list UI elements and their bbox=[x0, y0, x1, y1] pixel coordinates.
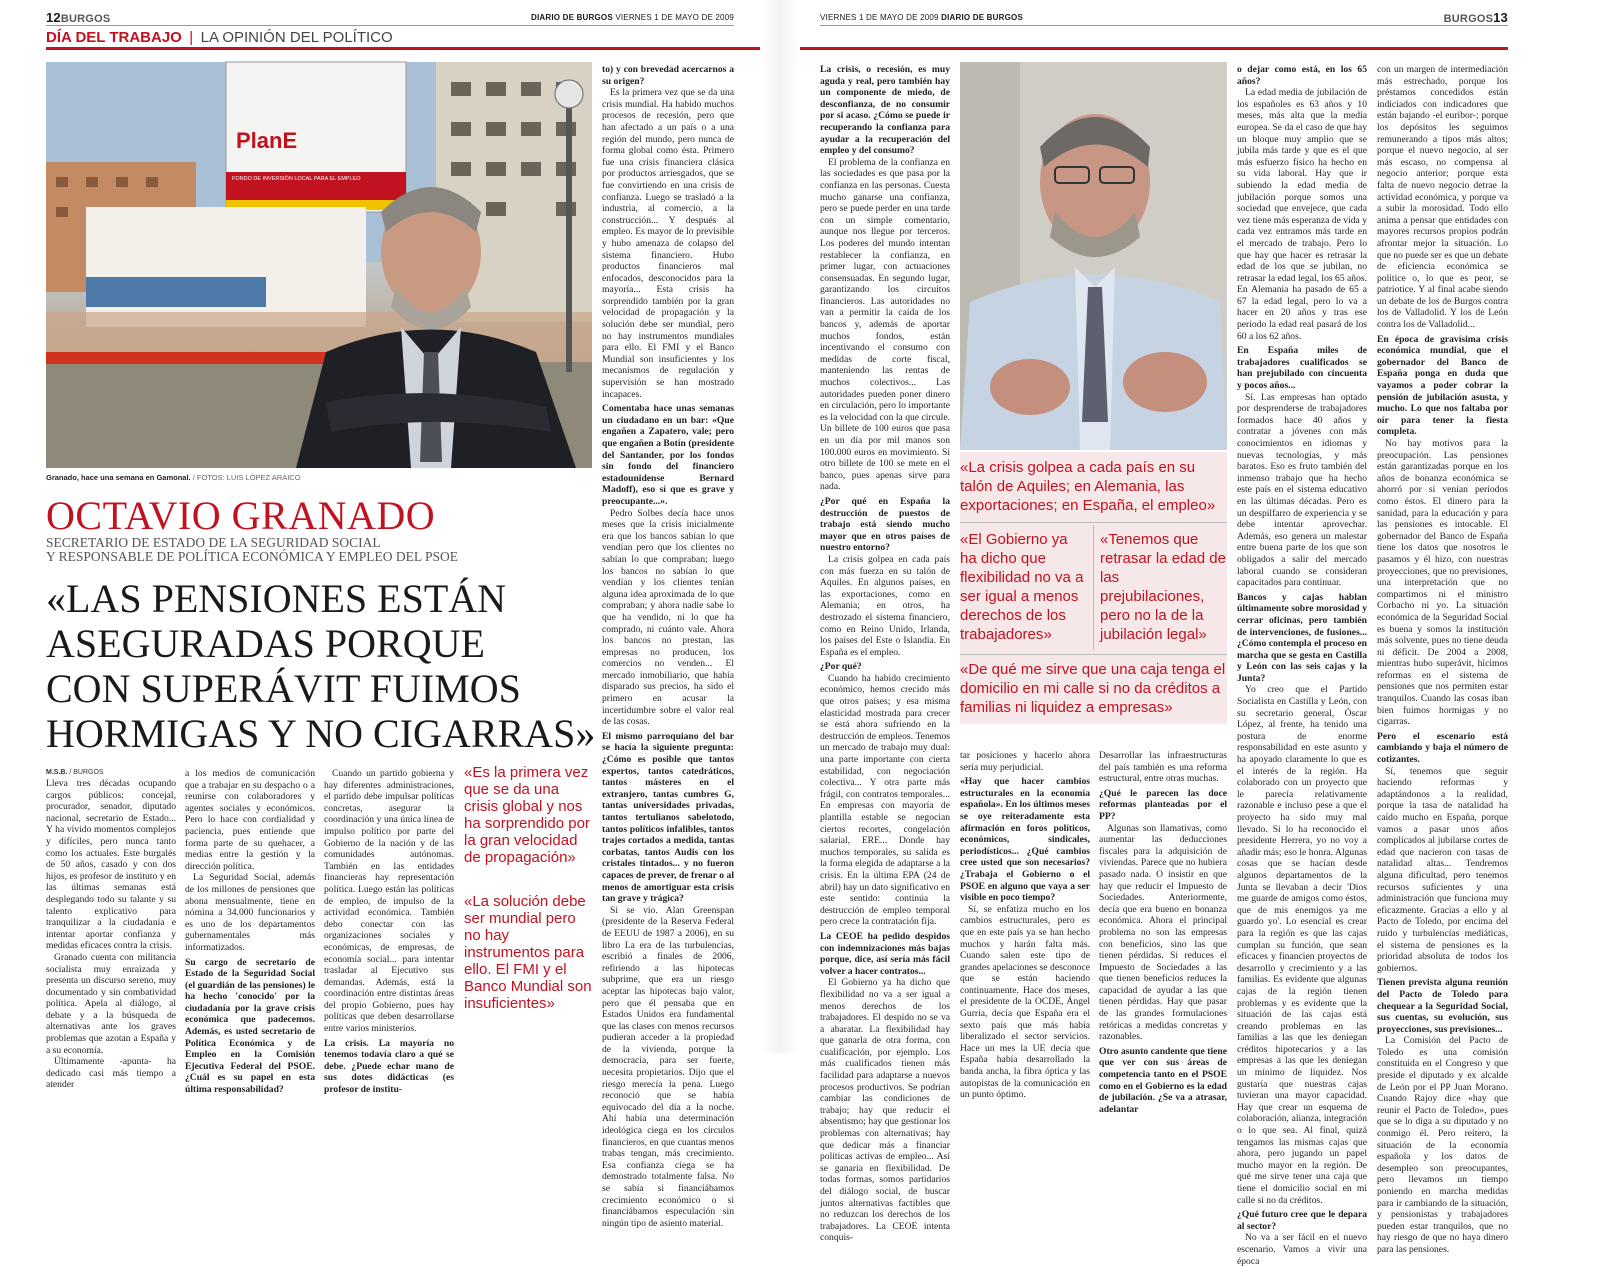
byline bbox=[46, 769, 104, 776]
date-right: VIERNES 1 DE MAYO DE 2009 bbox=[820, 13, 939, 22]
interview-question: La crisis. La mayoría no tenemos todavía claro a qué se debe. ¿Puede echar mano de sus dotes didácticas (es profesor de institu- bbox=[324, 1037, 454, 1096]
interview-question: Bancos y cajas hablan últimamente sobre morosidad y cerrar oficinas, pero también de intervenciones, de fusiones... ¿Cómo contempla el proceso en marcha que se gesta en Castilla y León con las seis cajas y la Junta? bbox=[1237, 591, 1367, 684]
article-paragraph: Granado cuenta con militancia socialista muy enraizada y presenta un discurso sereno, muy documentado y sin combatividad política. Apela al diálogo, al debate y a la búsqueda de alternativas ante los graves problemas que azotan a España y a su economía. bbox=[46, 951, 176, 1056]
interview-question: to) y con brevedad acercarnos a su origen? bbox=[602, 64, 734, 87]
billboard-brand: PlanE bbox=[236, 128, 298, 153]
article-paragraph: tar posiciones y hacerlo ahora sería muy perjudicial. bbox=[960, 750, 1090, 773]
interview-question: Su cargo de secretario de Estado de la Seguridad Social (el guardián de las pensiones) le ha hecho 'conocido' por la ciudadanía por la grave crisis económica que padecemos. Además, es usted secretario de Política Económica y de Empleo en la Comisión Ejecutiva Federal del PSOE. ¿Cuál es su papel en esta última responsabilidad? bbox=[185, 956, 315, 1096]
article-paragraph: Pedro Solbes decía hace unos meses que la crisis inicialmente era que los bancos sabían lo que vendían pero que los clientes no sabían lo que compraban; luego los bancos no sabían lo que vendían y los clientes tenían alguna idea aproximada de lo que compraban; y ahora nadie sabe lo que ha vendido, ni lo que ha comprado, ni cuánto vale. Ahora los bancos no prestan, las empresas no producen, los comercios no venden... El mercado inmobiliario, que había disparado sus precios, ha sido el primero en acusar la incertidumbre sobre el valor real de las cosas. bbox=[602, 507, 734, 728]
photo-credit: / FOTOS: LUIS LÓPEZ ARAICO bbox=[192, 473, 301, 482]
pull-quote-divider bbox=[960, 654, 1227, 655]
interview-question: ¿Por qué en España la destrucción de puestos de trabajo está siendo mucho mayor que en otros países de nuestro entorno? bbox=[820, 495, 950, 554]
pull-quote-left-1: «Es la primera vez que se da una crisis global y nos ha sorprendido por la gran velocidad de propagación» bbox=[464, 764, 590, 866]
article-paragraph: con un margen de intermediación más estrechado, porque los préstamos concedidos están indiciados con indicadores que están bajando -el euribor-; porque los depósitos les seguimos remunerando a tipos más altos; porque el nuevo negocio, al ser más escaso, no compensa al negocio anterior; porque esta falta de nuevo negocio detrae la actividad económica, y porque va a subir la morosidad. Todo ello anima a pensar que entidades con mayores recursos propios podrán afrontar mejor la situación. Lo que no puede ser es que un debate de eficiencia económica se politice o, lo que es peor, se patriotice. Y al final acabe siendo un debate de los de Burgos contra los de Valladolid. Y los de León contra los de Valladolid... bbox=[1377, 64, 1508, 331]
pull-quote-vertical-divider bbox=[1093, 525, 1094, 650]
article-paragraph: Sí, se enfatiza mucho en los cambios estructurales, pero es que en este país ya se han hecho muchos y harán falta más. Cuando salen este tipo de grandes apelaciones se desconoce que se están haciendo continuamente. Hace dos meses, el presidente de la OCDE, Ángel Gurría, decía que España era el sexto país que más había liberalizado el sector servicios. Hace un mes la UE decía que España había desarrollado la banda ancha, la fibra óptica y las autopistas de la comunicación en un punto óptimo. bbox=[960, 903, 1090, 1101]
pull-quote-right-mid-left: «El Gobierno ya ha dicho que flexibilidad no va a ser igual a menos derechos de los trabajadores» bbox=[960, 531, 1084, 643]
section-name-left: BURGOS bbox=[60, 13, 111, 25]
pull-quote-right-mid-right: «Tenemos que retrasar la edad de las prejubilaciones, pero no la de la jubilación legal» bbox=[1100, 531, 1226, 643]
section-subtitle: LA OPINIÓN DEL POLÍTICO bbox=[200, 29, 393, 46]
interview-question: o dejar como está, en los 65 años? bbox=[1237, 64, 1367, 87]
interview-question: El mismo parroquiano del bar se hacía la siguiente pregunta: ¿Cómo es posible que tantos expertos, tantos catedráticos, tantos másteres en el extranjero, tantas cumbres G, tantas universidades privadas, tantos tertulianos sabelotodo, tantos políticos infalibles, tantos trajes cortados a medida, tantas corbatas, tantos Audis con los cristales tintados... y no fueron capaces de prever, de frenar o al menos de amortiguar esta crisis tan grave y trágica? bbox=[602, 730, 734, 905]
interview-question: Comentaba hace unas semanas un ciudadano en un bar: «Que engañen a Zapatero, vale; pero que engañen a Botín (presidente del Santander, por los fondos sin fondo del financiero estadounidense Bernard Madoff), eso sí que es grave y preocupante...». bbox=[602, 403, 734, 507]
article-lead: Lleva tres décadas ocupando cargos públicos: concejal, procurador, senador, diputado nacional, secretario de Estado... Y ha vivido momentos complejos y difíciles, pero nunca tanto como los actuales. Este burgalés de 50 años, casado y con dos hijos, es profesor de instituto y en las últimas semanas está desplegando todo su talante y su talento explicativo para tranquilizar a la ciudadanía e intentar aportar confianza y medidas eficaces contra la crisis. bbox=[46, 778, 176, 952]
interview-question: Tienen prevista alguna reunión del Pacto de Toledo para chequear a la Seguridad Social, sus cuentas, su evolución, sus proyecciones, sus previsiones... bbox=[1377, 977, 1508, 1035]
article-col-5 bbox=[602, 64, 734, 1229]
article-col-7 bbox=[960, 750, 1090, 1101]
section-title: DÍA DEL TRABAJO bbox=[46, 29, 182, 46]
article-col-1 bbox=[46, 778, 176, 1091]
pull-quote-right-top: «La crisis golpea a cada país en su talón de Aquiles; en Alemania, las exportaciones; en España, el empleo» bbox=[960, 459, 1216, 514]
article-paragraph: Cuando un partido gobierna y hay diferentes administraciones, el partido debe impulsar políticas concretas, asegurar la coordinación y una única línea de impulso político por parte del Gobierno de la nación y de las comunidades autónomas. También en las entidades financieras hay representación política. Luego están las políticas de empleo, de impulso de la actividad económica. También debo conectar con las organizaciones sociales y económicas, de empresas, de economía social... para intentar trasladar al Ejecutivo sus demandas. Además, está la coordinación entre distintas áreas del propio Gobierno, pues hay políticas que deben desarrollarse entre varios ministerios. bbox=[324, 768, 454, 1035]
article-paragraph: a los medios de comunicación que a trabajar en su despacho o a reunirse con colaboradores y agentes sociales y económicos. Pero lo hace con cordialidad y paciencia, pues entiende que forma parte de su quehacer, a medias entre la gestión y la dirección política. bbox=[185, 768, 315, 872]
article-paragraph: El problema de la confianza en las sociedades es que pasa por la confianza en las personas. Cuesta mucho ganarse una confianza, pero se puede perder en una tarde con un simple comentario, aunque nos llegue por terceros. Los poderes del mundo intentan restablecer la confianza, en primer lugar, con actuaciones consensuadas. En segundo lugar, garantizando los circuitos financieros. Las autoridades no van a permitir la caída de los bancos y, además de aportar muchos fondos, están incentivando el consumo con medidas de corte fiscal, manteniendo las rentas de muchos colectivos... Las autoridades pueden poner dinero en circulación, pero lo importante es la velocidad con la que circule. Un billete de 100 euros que pasa en un día por mil manos son 100.000 euros en movimiento. Si otro billete de 100 se mete en el banco, pues apenas sirve para nada. bbox=[820, 156, 950, 493]
article-paragraph: La Comisión del Pacto de Toledo es una comisión constituida en el Congreso y que preside el diputado y ex alcalde de León por el PP Juan Morano. Cuando Rajoy dice «hay que reunir el Pacto de Toledo», pues que se lo diga a su diputado y no conmigo él. Pero reitero, la situación de la economía española y los datos de desempleo son preocupantes, pero llevamos un tiempo poniendo en marcha medidas para ir cambiando de la situación, y pensionistas y trabajadores pueden estar tranquilos, que no hay riesgo de que no haya dinero para las pensiones. bbox=[1377, 1035, 1508, 1255]
interview-question: «Hay que hacer cambios estructurales en la economía española». En los últimos meses se oye reiteradamente esta afirmación en foros políticos, económicos, sindicales, periodísticos... ¿Qué cambios cree usted que son necesarios? ¿Trabaja el Gobierno o el PSOE en alguno que vaya a ser visible en poco tiempo? bbox=[960, 776, 1090, 904]
page-number-right: 13 bbox=[1493, 10, 1508, 25]
photo-caption-text: Granado, hace una semana en Gamonal. bbox=[46, 473, 191, 482]
right-page-header bbox=[820, 10, 1508, 26]
headline-line-4: HORMIGAS Y NO CIGARRAS» bbox=[46, 711, 596, 756]
interview-question: Pero el escenario está cambiando y baja el número de cotizantes. bbox=[1377, 730, 1508, 766]
interviewee-role-2: Y RESPONSABLE DE POLÍTICA ECONÓMICA Y EMPLEO DEL PSOE bbox=[46, 549, 459, 564]
interview-question: La CEOE ha pedido despidos con indemnizaciones más bajas porque, dice, así sería más fácil volver a hacer contratos... bbox=[820, 930, 950, 977]
article-paragraph: La edad media de jubilación de los españoles es 63 años y 10 meses, más alta que la media europea. Se da el caso de que hay un bloque muy amplio que se jubila más tarde y que es el que más esfuerzo físico ha hecho en su vida laboral. Hay que ir subiendo la edad media de jubilación porque somos una sociedad que envejece, que cada vez tiene más esperanza de vida y cada vez entramos más tarde en el mercado de trabajo. Pero lo que hay que hacer es retrasar la edad de los que se jubilan, no retrasar la edad legal, los 65 años. En Alemania ha pasado de 65 a 67 la edad legal, pero lo va a hacer en 20 años y tras ese período la edad real pasará de los 60 a los 62 años. bbox=[1237, 87, 1367, 342]
interview-question: ¿Qué futuro cree que le depara al sector? bbox=[1237, 1209, 1367, 1232]
interviewee-role-1: SECRETARIO DE ESTADO DE LA SEGURIDAD SOCIAL bbox=[46, 535, 381, 550]
article-col-9 bbox=[1237, 64, 1367, 1267]
headline-line-3: CON SUPERÁVIT FUIMOS bbox=[46, 666, 521, 711]
interview-question: En época de gravísima crisis económica mundial, que el gobernador del Banco de España ponga en duda que vayamos a poder cobrar la pensión de jubilación asusta, y mucho. Lo que nos faltaba por oír para tener la fiesta completa. bbox=[1377, 333, 1508, 438]
interview-question: En España miles de trabajadores cualificados se han prejubilado con cincuenta y pocos años... bbox=[1237, 345, 1367, 392]
article-paragraph: Desarrollar las infraestructuras del país también es una reforma estructural, entre otras muchas. bbox=[1099, 750, 1227, 785]
byline-place: / BURGOS bbox=[69, 769, 104, 776]
photo-granado-portrait bbox=[960, 62, 1227, 450]
main-headline bbox=[46, 576, 606, 756]
article-col-2 bbox=[185, 768, 315, 1096]
photo-scene bbox=[46, 62, 592, 468]
pull-quote-divider bbox=[960, 522, 1227, 523]
photo-granado-gamonal bbox=[46, 62, 592, 468]
publication-name-right: DIARIO DE BURGOS bbox=[941, 13, 1023, 22]
section-name-right: BURGOS bbox=[1443, 13, 1494, 25]
article-paragraph: Si se vio. Alan Greenspan (presidente de la Reserva Federal de EEUU de 1987 a 2006), en su libro La era de las turbulencias, escribió a finales de 2006, refiriendo a las hipotecas subprime, que era un riesgo aceptar las hipotecas bajo valor, pero que él pensaba que en Estados Unidos era fundamental que las clases con menos recursos pudieran acceder a la propiedad de la vivienda, porque la democracia, para ser fuerte, necesita propietarios. Dijo que el riesgo merecía la pena. Luego reconoció que se había equivocado del día a la noche. Ahí había una determinación ideológica ciega en los círculos financieros, en que cuantas menos trabas tengan, más crecimiento. Esa confianza ciega se ha demostrado totalmente falsa. No se sabía si financiábamos crecimiento económico o si financiábamos especulación sin ningún tipo de asiento material. bbox=[602, 904, 734, 1229]
article-col-8 bbox=[1099, 750, 1227, 1115]
article-paragraph: Sí, tenemos que seguir haciendo reformas y adaptándonos a la realidad, porque la tasa de natalidad ha caído mucho en España, porque vamos a pasar unos años complicados al jubilarse cortes de edad que nacieron con tasas de natalidad altas... Tendremos alguna dificultad, pero tenemos recursos suficientes y una administración que funciona muy eficazmente. Gracias a ello y al Pacto de Toledo, por encima del ruido y turbulencias mediáticas, el sistema de pensiones es la prioridad absoluta de todos los gobiernos. bbox=[1377, 765, 1508, 974]
interview-question: La crisis, o recesión, es muy aguda y real, pero también hay un componente de miedo, de desconfianza, de no consumir por si acaso. ¿Cómo se puede ir recuperando la confianza para ayudar a la recuperación del empleo y del consumo? bbox=[820, 64, 950, 157]
interview-question: ¿Qué le parecen las doce reformas planteadas por el PP? bbox=[1099, 787, 1227, 822]
interview-question: ¿Por qué? bbox=[820, 661, 862, 673]
portrait-scene bbox=[960, 62, 1227, 450]
article-paragraph: El Gobierno ya ha dicho que flexibilidad no va a ser igual a menos derechos de los trabajadores. El despido no se va a abaratar. La flexibilidad hay que ganarla de otra forma, con cualificación, por ejemplo. Los más cualificados tienen más facilidad para adaptarse a nuevos procesos productivos. Se podrían cambiar las condiciones de trabajo; hay que reducir el absentismo; hay que gestionar los problemas con alternativas; hay que dedicar más a financiar políticas activas de empleo... Así se ganaría en flexibilidad. De todas formas, somos partidarios del diálogo social, de buscar juntos alternativas factibles que no reduzcan los derechos de los trabajadores. La CEOE intenta conquis- bbox=[820, 977, 950, 1244]
pull-quote-right-bottom: «De qué me sirve que una caja tenga el domicilio en mi calle si no da créditos a familias ni liquidez a empresas» bbox=[960, 661, 1226, 716]
article-paragraph: Algunas son llamativas, como aumentar las deducciones fiscales para la adquisición de viviendas. Parece que no hubiera pasado nada. O insistir en que hay que reducir el Impuesto de Sociedades. Anteriormente, decía que era bueno en bonanza económica. Ahora el principal problema no son las empresas con beneficios, sino las que tienen pérdidas. Si reduces el Impuesto de Sociedades a las que tienen beneficios reduces la capacidad de ayudar a las que tienen pérdidas. Hay que pasar de las grandes formulaciones retóricas a medidas concretas y razonables. bbox=[1099, 822, 1227, 1043]
interview-question: Otro asunto candente que tiene que ver con sus áreas de competencia tanto en el PSOE como en el Gobierno es la edad de jubilación. ¿Se va a atrasar, adelantar bbox=[1099, 1045, 1227, 1115]
section-separator: | bbox=[189, 29, 194, 46]
article-paragraph: No hay motivos para la preocupación. Las pensiones están garantizadas porque en los años de bonanza económica se ahorró por si venían períodos como éstos. El dinero para la sanidad, para la educación y para las pensiones es intocable. El gobernador del Banco de España tiene los datos que nosotros le pasamos y él hizo, con nuestras proyecciones, que no previsiones, una interpretación que no compartimos ni el ministro Corbacho ni yo. La situación económica de la Seguridad Social es buena y somos la institución más solvente, pues no tiene deuda ni déficit. De 2004 a 2008, mientras hubo superávit, hicimos reformas en el sistema de pensiones que nos permiten estar tranquilos. Cuando las cosas iban bien fuimos hormigas y no cigarras. bbox=[1377, 438, 1508, 728]
article-paragraph: Yo creo que el Partido Socialista en Castilla y León, con su secretario general, Óscar López, al frente, ha tenido una postura de enorme responsabilidad en este asunto y ha apoyado claramente lo que es el interés de la región. Ha colaborado con un proyecto que le parecía relativamente razonable e incluso pese a que el proyecto ha sido muy mal llevado. Si lo ha reconocido el presidente Herrera, yo no voy a añadir más; eso le honra. Algunas cosas que se hacían desde algunos departamentos de la Junta se llevaban a decir 'Dios me guarde de amigos como éstos, que de mis enemigos ya me guardo yo'. Lo esencial es crear para la región es que las cajas cumplan su función, que sean eficaces y financien proyectos de desarrollo y crecimiento y a las familias. Es evidente que algunas cajas de la región tienen problemas y es evidente que la situación de las cajas está creando problemas en las familias a las que les deniegan créditos hipotecarios y a las empresas a las que les deniegan un mínimo de liquidez. Nos gustaría que nuestras cajas tuvieran una mayor capacidad. Hay que crear un esquema de colaboración, alianza, integración o lo que sea. Al final, quizá tengamos las mismas cajas que ahora, pero jugando un papel mucho mayor en la región. De qué me sirve tener una caja que tiene el domicilio social en mi calle si no da créditos. bbox=[1237, 684, 1367, 1206]
article-paragraph: Cuando ha habido crecimiento económico, hemos crecido más que otros países; y esa misma elasticidad mostrada para crecer se está ahora sufriendo en la destrucción de empleos. Tenemos un mercado de trabajo muy dual: una parte importante con cierta estabilidad, con negociación colectiva... Y otra parte más frágil, con contratos temporales... En empresas con mayoría de plantilla estable se negocian ciertos recortes, congelación salarial, ERE... Donde hay muchos temporales, su salida es la forma elegida de adaptarse a la crisis. En la última EPA (24 de abril) hay un dato significativo en este sentido: continúa la destrucción de empleo temporal pero crece la contratación fija. bbox=[820, 672, 950, 928]
headline-line-1: «LAS PENSIONES ESTÁN bbox=[46, 576, 507, 621]
article-paragraph: La Seguridad Social, además de los millones de pensiones que abona mensualmente, tiene en nómina a 34.000 funcionarios y es uno de los departamentos gubernamentales más informatizados. bbox=[185, 872, 315, 953]
article-col-6 bbox=[820, 64, 950, 1244]
left-page-header bbox=[46, 10, 734, 26]
article-paragraph: Sí. Las empresas han optado por desprenderse de trabajadores formados hace 40 años y contratar a jóvenes con más conocimientos en idiomas y nuevas tecnologías, y más baratos. Eso es fruto también del inmenso trabajo que ha hecho este país en el sistema educativo en las últimas décadas. Pero es un despilfarro de experiencia y se debe intentar aprovechar. Además, eso genera un malestar entre buena parte de los que son obligados a salir del mercado laboral cuando se consideran capacitados para continuar. bbox=[1237, 391, 1367, 589]
article-paragraph: Últimamente -apunta- ha dedicado casi más tiempo a atender bbox=[46, 1056, 176, 1091]
billboard-caption: FONDO DE INVERSIÓN LOCAL PARA EL EMPLEO bbox=[232, 176, 361, 182]
article-col-3 bbox=[324, 768, 454, 1096]
publication-name-left: DIARIO DE BURGOS bbox=[531, 13, 613, 22]
article-col-10 bbox=[1377, 64, 1508, 1255]
page-gutter bbox=[760, 0, 800, 1053]
pull-quote-left-2: «La solución debe ser mundial pero no hay instrumentos para ello. El FMI y el Banco Mundial son insuficientes» bbox=[464, 893, 592, 1012]
date-left: VIERNES 1 DE MAYO DE 2009 bbox=[615, 13, 734, 22]
interviewee-name: OCTAVIO GRANADO bbox=[46, 493, 436, 538]
article-paragraph: La crisis golpea en cada país con más fuerza en su talón de Aquiles. En algunos países, en las exportaciones, como en Alemania; en otros, ha destrozado el sistema financiero, como en Reino Unido, Irlanda, los países del Este o Islandia. En España es el empleo. bbox=[820, 553, 950, 658]
photo-caption bbox=[46, 473, 592, 482]
headline-line-2: ASEGURADAS PORQUE bbox=[46, 621, 485, 666]
article-paragraph: No va a ser fácil en el nuevo escenario. Vamos a vivir una época bbox=[1237, 1232, 1367, 1267]
byline-author: M.S.B. bbox=[46, 769, 68, 776]
page-number-left: 12 bbox=[46, 10, 61, 25]
article-paragraph: Es la primera vez que se da una crisis mundial. Ha habido muchos procesos de recesión, pero que han afectado a un país o a una región del mundo, pero nunca de forma global como ésta. Primero fue una crisis financiera clásica por productos arriesgados, que se fue convirtiendo en una crisis de confianza. Luego se trasladó a la industria, al comercio, a la construcción... Y después al empleo. Es mayor de lo previsible y hubo amenaza de colapso del sistema financiero. Hubo productos financieros mal enfocados, desconocidos para la mayoría... Esta crisis ha sorprendido también por la gran velocidad de propagación y la solución debe ser mundial, pero no hay instrumentos mundiales para ello. El FMI y el Banco Mundial son insuficientes y los mecanismos de regulación y supervisión se han mostrado incapaces. bbox=[602, 87, 734, 400]
